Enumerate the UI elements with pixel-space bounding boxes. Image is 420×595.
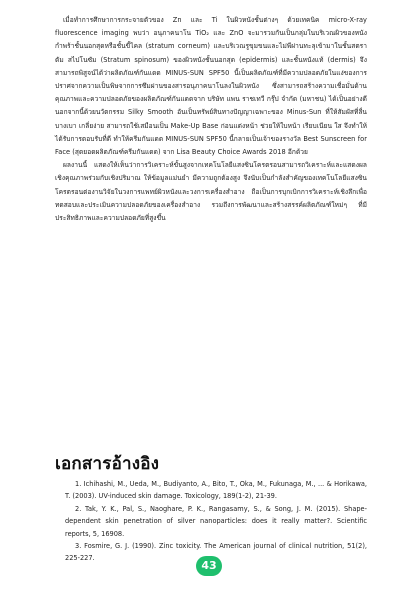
reference-item-3: 3. Fosmire, G. J. (1990). Zinc toxicity. The American journal of clinical nutrition, 51(2), 225-227. [65, 542, 367, 563]
references-heading: เอกสารอ้างอิง [55, 454, 160, 474]
references-list [55, 478, 367, 565]
article-body [55, 14, 367, 225]
reference-item-1: 1. Ichihashi, M., Ueda, M., Budiyanto, A., Bito, T., Oka, M., Fukunaga, M., ... & Horikawa, T. (2003). UV-induced skin damage. Toxicology, 189(1-2), 21-39. [65, 480, 367, 501]
body-paragraph-2: ผลงานนี้ แสดงให้เห็นว่าการวิเคราะห์ขั้นสูงจากเทคโนโลยีแสงซินโครตรอนสามารถวิเคราะห์และแสดงผลเชิงคุณภาพร่วมกับเชิงปริมาณ ให้ข้อมูลแม่นยำ มีความถูกต้องสูง จึงนับเป็นกำลังสำคัญของเทคโนโลยีแสงซินโครตรอนต่องานวิจัยในวงการแพทย์ผิวหนังและวงการเครื่องสำอาง ถือเป็นการบุกเบิกการวิเคราะห์เชิงลึกเพื่อทดสอบและประเมินความปลอดภัยของเครื่องสำอาง รวมถึงการพัฒนาและสร้างสรรค์ผลิตภัณฑ์ใหม่ๆ ที่มีประสิทธิภาพและความปลอดภัยที่สูงขึ้น [55, 161, 367, 223]
body-paragraph-1: เมื่อทำการศึกษาการกระจายตัวของ Zn และ Ti ในผิวหนังชั้นต่างๆ ด้วยเทคนิค micro-X-ray fluorescence imaging พบว่า อนุภาคนาโน TiO₂ และ ZnO จะมารวมกันเป็นกลุ่มในบริเวณผิวของหนังกำพร้าชั้นนอกสุดหรือชั้นขี้ไคล (stratum corneum) และบริเวณรูขุมขนและไม่พีผ่านทะลุเข้ามาในชั้นสตราตัม สไปโนซัม (Stratum spinosum) ของผิวหนังชั้นนอกสุด (epidermis) และชั้นหนังแท้ (dermis) จึงสามารถพิสูจน์ได้ว่าผลิตภัณฑ์กันแดด MINUS-SUN SPF50 นี้เป็นผลิตภัณฑ์ที่มีความปลอดภัยในแง่ของการปราศจากความเป็นพิษจากการซึมผ่านของสารอนุภาคนาโนลงในผิวหนัง ซึ่งสามารถสร้างความเชื่อมั่นด้านคุณภาพและความปลอดภัยของผลิตภัณฑ์กันแดดจาก บริษัท แพน ราชเทวี กรุ๊ป จำกัด (มหาชน) ได้เป็นอย่างดี นอกจากนี้ด้วยนวัตกรรม Silky Smooth อันเป็นทรัพย์สินทางปัญญาเฉพาะของ Minus-Sun ที่ให้สัมผัสที่ลื่น บางเบา เกลี่ยง่าย สามารถใช้เสมือนเป็น Make-Up Base ก่อนแต่งหน้า ช่วยให้ใบหน้า เรียบเนียน ใส จึงทำให้ได้รับการตอบรับที่ดี ทำให้ครีมกันแดด MINUS-SUN SPF50 นี้กลายเป็นเจ้าของรางวัล Best Sunscreen for Face (สุดยอดผลิตภัณฑ์ครีมกันแดด) จาก Lisa Beauty Choice Awards 2018 อีกด้วย [55, 16, 367, 157]
page-number-badge: 43 [196, 556, 222, 576]
reference-item-2: 2. Tak, Y. K., Pal, S., Naoghare, P. K., Rangasamy, S., & Song, J. M. (2015). Shape-dependent skin penetration of silver nanoparticles: does it really matter?. Scientific reports, 5, 16908. [65, 504, 367, 538]
